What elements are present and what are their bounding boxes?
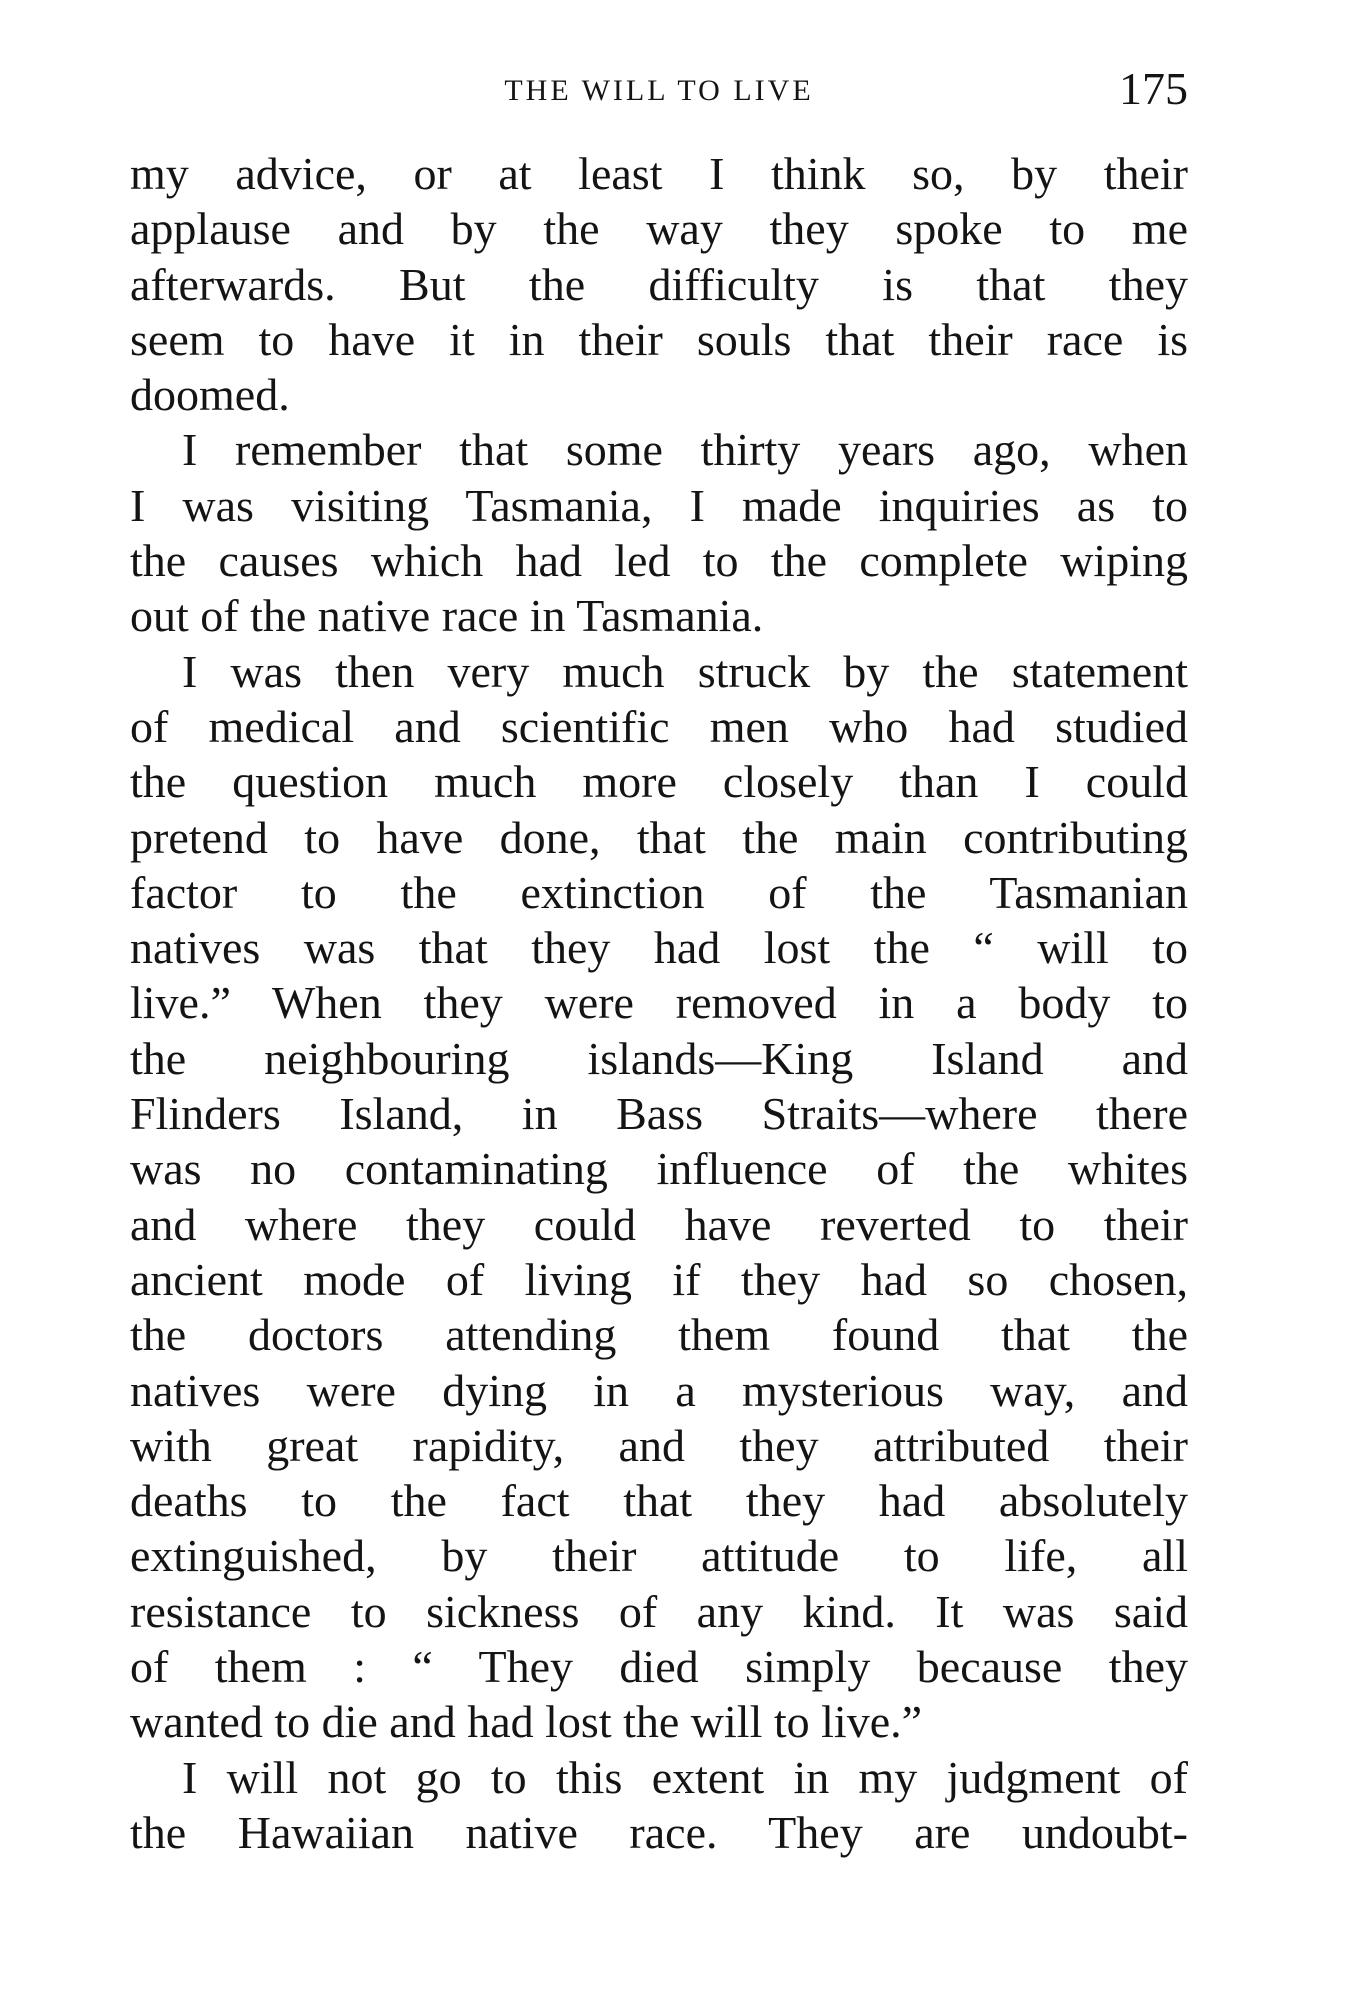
- text-line: the neighbouring islands—King Island and: [130, 1032, 1188, 1084]
- text-line: wanted to die and had lost the will to live.”: [130, 1696, 923, 1748]
- text-line: natives were dying in a mysterious way, and: [130, 1364, 1188, 1416]
- text-line: ancient mode of living if they had so chosen,: [130, 1253, 1188, 1305]
- text-line: I will not go to this extent in my judgment of: [182, 1751, 1188, 1803]
- text-line: of them : “ They died simply because they: [130, 1641, 1188, 1693]
- text-line: afterwards. But the difficulty is that they: [130, 258, 1188, 310]
- text-line: out of the native race in Tasmania.: [130, 590, 764, 642]
- text-line: deaths to the fact that they had absolutely: [130, 1475, 1188, 1527]
- text-line: I was then very much struck by the statement: [182, 645, 1188, 697]
- running-head-title: THE WILL TO LIVE: [504, 74, 814, 107]
- text-line: natives was that they had lost the “ will to: [130, 922, 1188, 974]
- text-line: and where they could have reverted to their: [130, 1198, 1188, 1250]
- text-line: pretend to have done, that the main contributing: [130, 811, 1188, 863]
- text-line: live.” When they were removed in a body to: [130, 977, 1188, 1029]
- text-line: of medical and scientific men who had studied: [130, 700, 1188, 752]
- text-line: my advice, or at least I think so, by their: [130, 148, 1188, 199]
- text-line: was no contaminating influence of the whites: [130, 1143, 1188, 1195]
- text-line: the Hawaiian native race. They are undoubt-: [130, 1806, 1188, 1858]
- text-line: extinguished, by their attitude to life, all: [130, 1530, 1188, 1582]
- text-line: I was visiting Tasmania, I made inquiries as to: [130, 479, 1188, 531]
- text-line: factor to the extinction of the Tasmanian: [130, 866, 1188, 918]
- page-number: 175: [1119, 63, 1188, 114]
- text-line: doomed.: [130, 369, 290, 421]
- text-line: seem to have it in their souls that their race is: [130, 313, 1188, 365]
- text-line: I remember that some thirty years ago, when: [182, 424, 1188, 476]
- text-line: the causes which had led to the complete wiping: [130, 535, 1188, 587]
- text-line: the doctors attending them found that the: [130, 1309, 1188, 1361]
- running-head: [130, 63, 1188, 126]
- body-text: [130, 146, 1188, 1860]
- text-line: applause and by the way they spoke to me: [130, 203, 1188, 255]
- text-line: Flinders Island, in Bass Straits—where there: [130, 1088, 1188, 1140]
- text-line: resistance to sickness of any kind. It was said: [130, 1585, 1188, 1637]
- text-line: with great rapidity, and they attributed their: [130, 1419, 1188, 1471]
- text-line: the question much more closely than I could: [130, 756, 1188, 808]
